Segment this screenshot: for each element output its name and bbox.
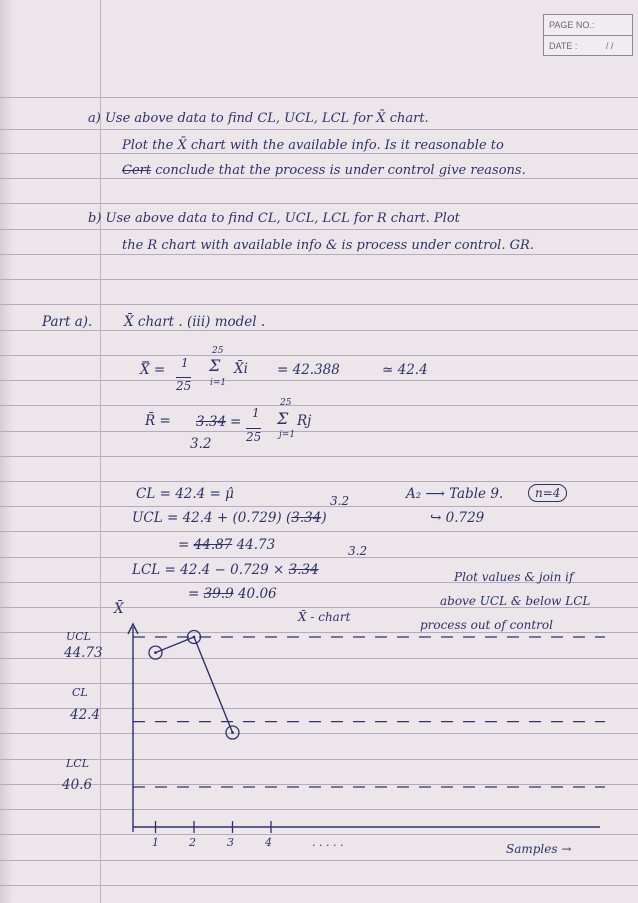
cl-axis-value: 42.4 [70, 707, 101, 723]
data-point-center [154, 651, 157, 654]
note-line2: above UCL & below LCL [440, 594, 591, 608]
question-b-line2: the R chart with available info & is process under control. GR. [122, 238, 534, 253]
ucl-axis-label: UCL [66, 630, 91, 643]
chart-title: X̄ - chart [298, 610, 351, 624]
part-label: Part a). [42, 314, 93, 330]
rbar-frac-den: 25 [246, 430, 262, 444]
x-tick-label: 3 [227, 836, 234, 849]
rbar-frac-num: 1 [252, 406, 260, 420]
data-point-center [231, 731, 234, 734]
x-axis-dots: . . . . . [312, 836, 344, 849]
xbarbar-approx: ≃ 42.4 [382, 362, 428, 378]
date-label: DATE : [549, 41, 578, 51]
chart-ylabel: X̄ [114, 601, 124, 617]
xbarbar-frac-den: 25 [176, 379, 192, 393]
x-tick-label: 2 [189, 836, 196, 849]
ucl-result-eq: = [178, 537, 190, 553]
question-a-line1: a) Use above data to find CL, UCL, LCL for X̄ chart. [88, 111, 429, 126]
cl-line: CL = 42.4 = μ̂ [136, 486, 234, 502]
rsum-sign: Σ [277, 409, 289, 428]
ucl-correction: 3.2 [330, 494, 350, 508]
question-a-line3-text: conclude that the process is under control give reasons. [155, 163, 526, 178]
lcl-result-eq: = [188, 586, 200, 602]
x-axis-label: Samples → [506, 842, 572, 856]
sum-sign: Σ [209, 356, 221, 375]
data-points [149, 631, 239, 740]
cl-axis-label: CL [72, 686, 88, 699]
rbar-new-value: 3.2 [190, 436, 212, 452]
struck-word: Cert [122, 163, 152, 178]
sum-var: X̄i [234, 361, 248, 377]
rsum-upper: 25 [280, 398, 292, 408]
a2-value: ↪ 0.729 [430, 510, 485, 526]
sum-lower: i=1 [210, 378, 227, 388]
question-a-line2: Plot the X̄ chart with the available info. Is it reasonable to [122, 138, 504, 153]
date-marks: / / [605, 41, 614, 51]
note-line1: Plot values & join if [454, 570, 574, 584]
rsum-lower: j=1 [279, 430, 296, 440]
xbarbar-value: = 42.388 [277, 362, 340, 378]
ucl-new-result: 44.73 [236, 537, 276, 553]
model-heading: X̄ chart . (iii) model . [124, 314, 266, 330]
a2-reference: A₂ ⟶ Table 9. [406, 486, 504, 502]
lcl-line-pre: LCL = 42.4 − 0.729 × [132, 562, 289, 578]
x-tick-label: 1 [152, 836, 159, 849]
x-tick-label: 4 [265, 836, 272, 849]
ucl-line-pre: UCL = 42.4 + (0.729) ( [132, 510, 292, 526]
ucl-old-result: 44.87 [193, 537, 233, 553]
lcl-axis-label: LCL [66, 757, 90, 770]
lcl-correction: 3.2 [348, 544, 368, 558]
lcl-old-result: 39.9 [203, 586, 234, 602]
note-line3: process out of control [420, 618, 553, 632]
sum-upper: 25 [212, 346, 224, 356]
xbarbar-lhs: X̿ = [140, 362, 166, 378]
ucl-line-post: ) [321, 510, 327, 526]
rsum-var: Rj [297, 413, 312, 429]
page-no-label: PAGE NO.: [549, 20, 595, 30]
lcl-old-rbar: 3.34 [288, 562, 319, 578]
xbarbar-frac-num: 1 [181, 356, 189, 370]
ucl-axis-value: 44.73 [64, 645, 103, 661]
lcl-axis-value: 40.6 [62, 777, 93, 793]
ucl-old-rbar: 3.34 [291, 510, 322, 526]
question-b-line1: b) Use above data to find CL, UCL, LCL for R chart. Plot [88, 211, 460, 226]
rbar-old-value: 3.34 [196, 414, 227, 430]
sample-size-circle: n=4 [528, 484, 567, 502]
data-point-center [193, 636, 196, 639]
rbar-lhs: R̄ = [145, 413, 171, 429]
rbar-equals: = [230, 414, 242, 430]
lcl-new-result: 40.06 [237, 586, 277, 602]
sample-means-line [156, 637, 233, 733]
